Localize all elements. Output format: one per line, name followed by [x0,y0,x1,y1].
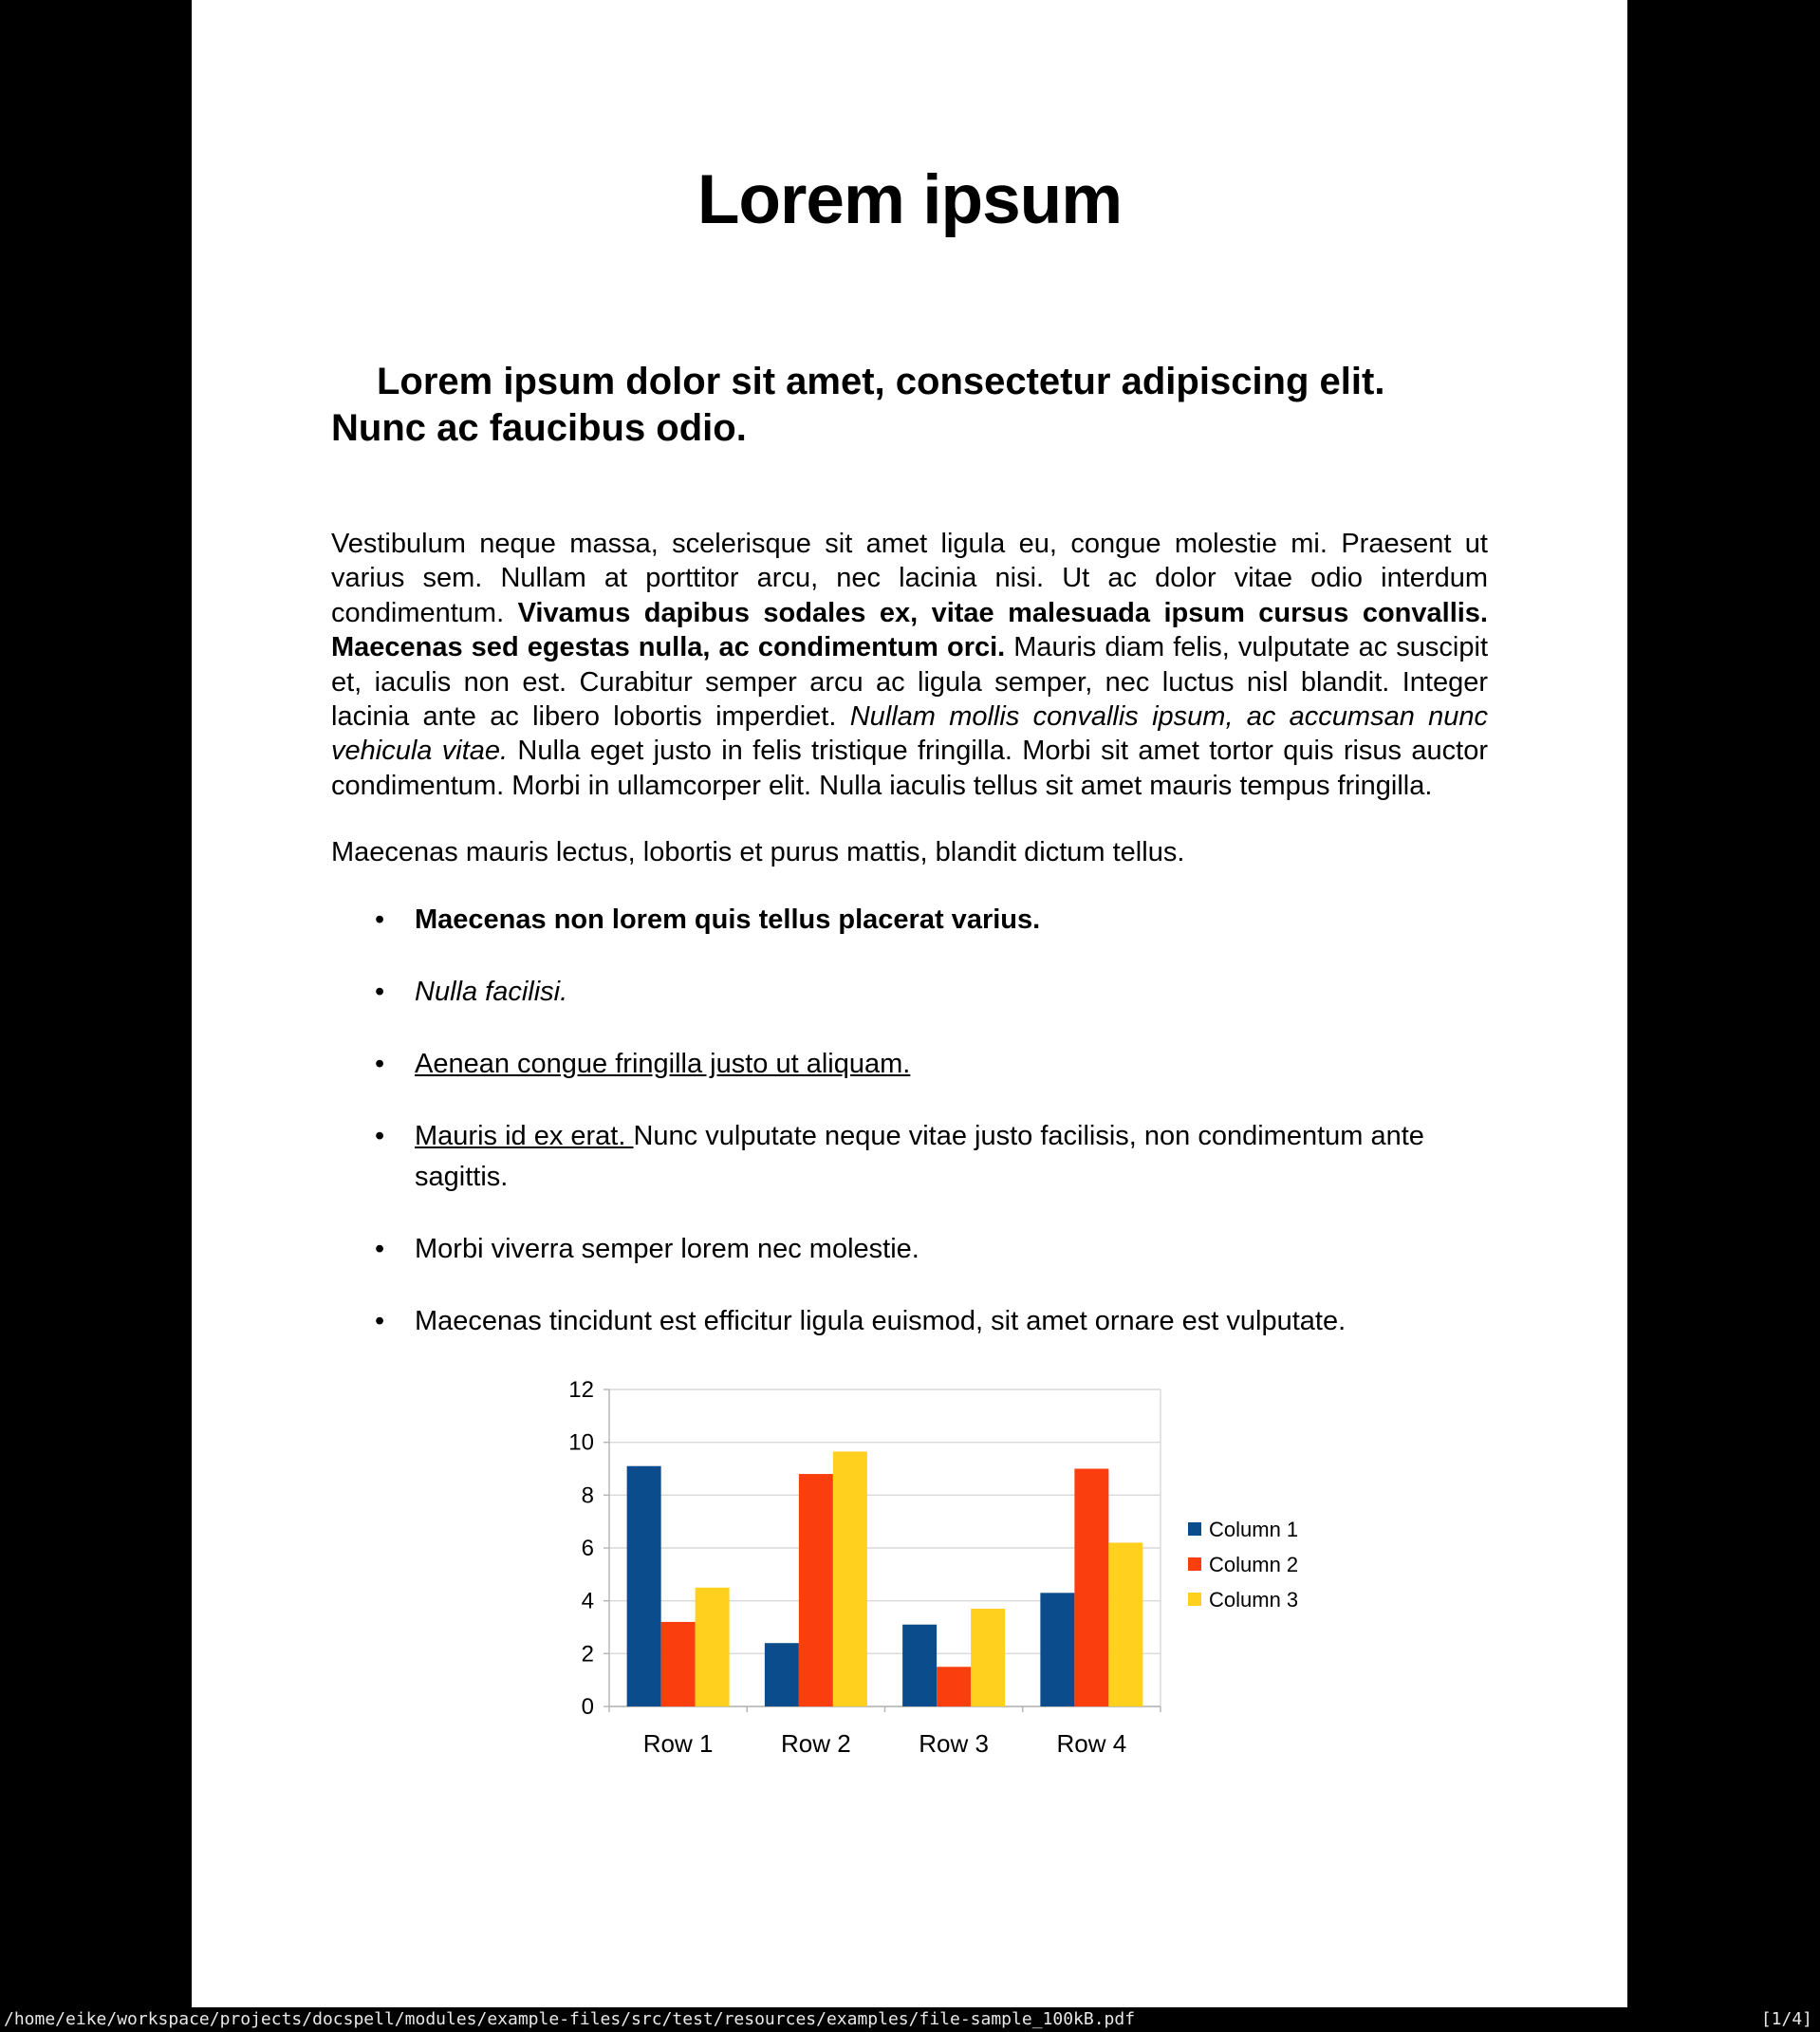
document-subtitle: Lorem ipsum dolor sit amet, consectetur adipiscing elit. Nunc ac faucibus odio. [331,361,1385,449]
bar-column-2-row-4 [1074,1469,1108,1707]
list-item [331,900,1488,941]
y-tick-label: 10 [568,1429,594,1456]
y-tick-label: 4 [581,1588,594,1614]
bullet-icon: • [375,904,385,935]
bullet-icon: • [375,976,385,1007]
bar-column-3-row-4 [1108,1542,1142,1706]
x-category-label: Row 3 [919,1729,989,1758]
bullet-icon: • [375,1120,385,1151]
y-tick-label: 6 [581,1536,594,1561]
bullet-icon: • [375,1048,385,1079]
file-path: /home/eike/workspace/projects/docspell/modules/example-files/src/test/resources/examples/file-sample_100kB.pdf [4,2009,1136,2029]
list-item [331,1301,1488,1342]
legend-swatch-icon [1188,1557,1201,1571]
list-item [331,972,1488,1013]
text-segment: Maecenas non lorem quis tellus placerat varius. [415,904,1041,935]
body-paragraph [331,527,1488,803]
body-paragraph-2: Maecenas mauris lectus, lobortis et purus mattis, blandit dictum tellus. [331,837,1185,868]
legend-label: Column 2 [1209,1553,1299,1576]
bar-chart [531,1348,1338,1794]
x-category-label: Row 4 [1056,1729,1127,1758]
bar-column-2-row-2 [799,1474,833,1706]
x-category-label: Row 2 [781,1729,851,1758]
y-tick-label: 12 [568,1377,594,1403]
bar-column-1-row-1 [627,1466,661,1706]
text-segment: Nullam mollis convallis ipsum, ac accumsan nunc vehicula vitae. [331,701,1489,767]
bar-column-1-row-4 [1040,1593,1074,1706]
text-segment: Mauris diam felis, vulputate ac suscipit et, iaculis non est. Curabitur semper arcu ac ligula semper, nec luctus nisl blandit. Integer lacinia ante ac libero lobortis imperdiet. [331,632,1488,733]
document-page[interactable] [192,0,1627,2007]
status-bar [0,2007,1820,2032]
text-segment: Maecenas tincidunt est efficitur ligula euismod, sit amet ornare est vulputate. [415,1305,1346,1336]
legend-swatch-icon [1188,1522,1201,1536]
list-item [331,1116,1488,1198]
document-title: Lorem ipsum [696,161,1123,238]
text-segment: Vivamus dapibus sodales ex, vitae malesuada ipsum cursus convallis. Maecenas sed egestas nulla, ac condimentum orci. [331,597,1488,663]
legend-swatch-icon [1188,1593,1201,1606]
page-indicator: [1/4] [1760,2009,1812,2029]
bar-column-1-row-3 [902,1625,937,1706]
bullet-list [331,900,1488,1342]
y-tick-label: 8 [581,1482,594,1509]
text-segment: Morbi viverra semper lorem nec molestie. [415,1233,919,1264]
text-segment: Nulla eget justo in felis tristique fringilla. Morbi sit amet tortor quis risus auctor condimentum. Morbi in ullamcorper elit. Nulla iaculis tellus sit amet mauris tempus fringilla. [331,736,1488,801]
list-item [331,1044,1488,1085]
bar-column-3-row-1 [696,1588,730,1706]
x-category-label: Row 1 [642,1729,714,1758]
list-item [331,1229,1488,1270]
bullet-icon: • [375,1305,385,1336]
bar-column-2-row-3 [937,1667,971,1706]
legend-label: Column 1 [1209,1518,1299,1541]
y-tick-label: 2 [581,1641,594,1668]
bar-column-2-row-1 [661,1622,696,1706]
text-segment: Vestibulum neque massa, scelerisque sit amet ligula eu, congue molestie mi. Praesent ut varius sem. Nullam at porttitor arcu, nec lacinia nisi. Ut ac dolor vitae odio interdum condimentum. [331,529,1488,628]
text-segment: Mauris id ex erat. [415,1120,634,1151]
text-segment: Aenean congue fringilla justo ut aliquam. [415,1048,911,1079]
bar-column-1-row-2 [765,1643,799,1706]
bar-column-3-row-3 [971,1609,1005,1706]
bar-column-3-row-2 [833,1451,867,1706]
y-tick-label: 0 [581,1694,594,1720]
text-segment: Nunc vulputate neque vitae justo facilisis, non condimentum ante sagittis. [415,1120,1424,1192]
text-segment: Nulla facilisi. [415,976,568,1007]
legend-label: Column 3 [1209,1588,1299,1612]
bullet-icon: • [375,1233,385,1264]
